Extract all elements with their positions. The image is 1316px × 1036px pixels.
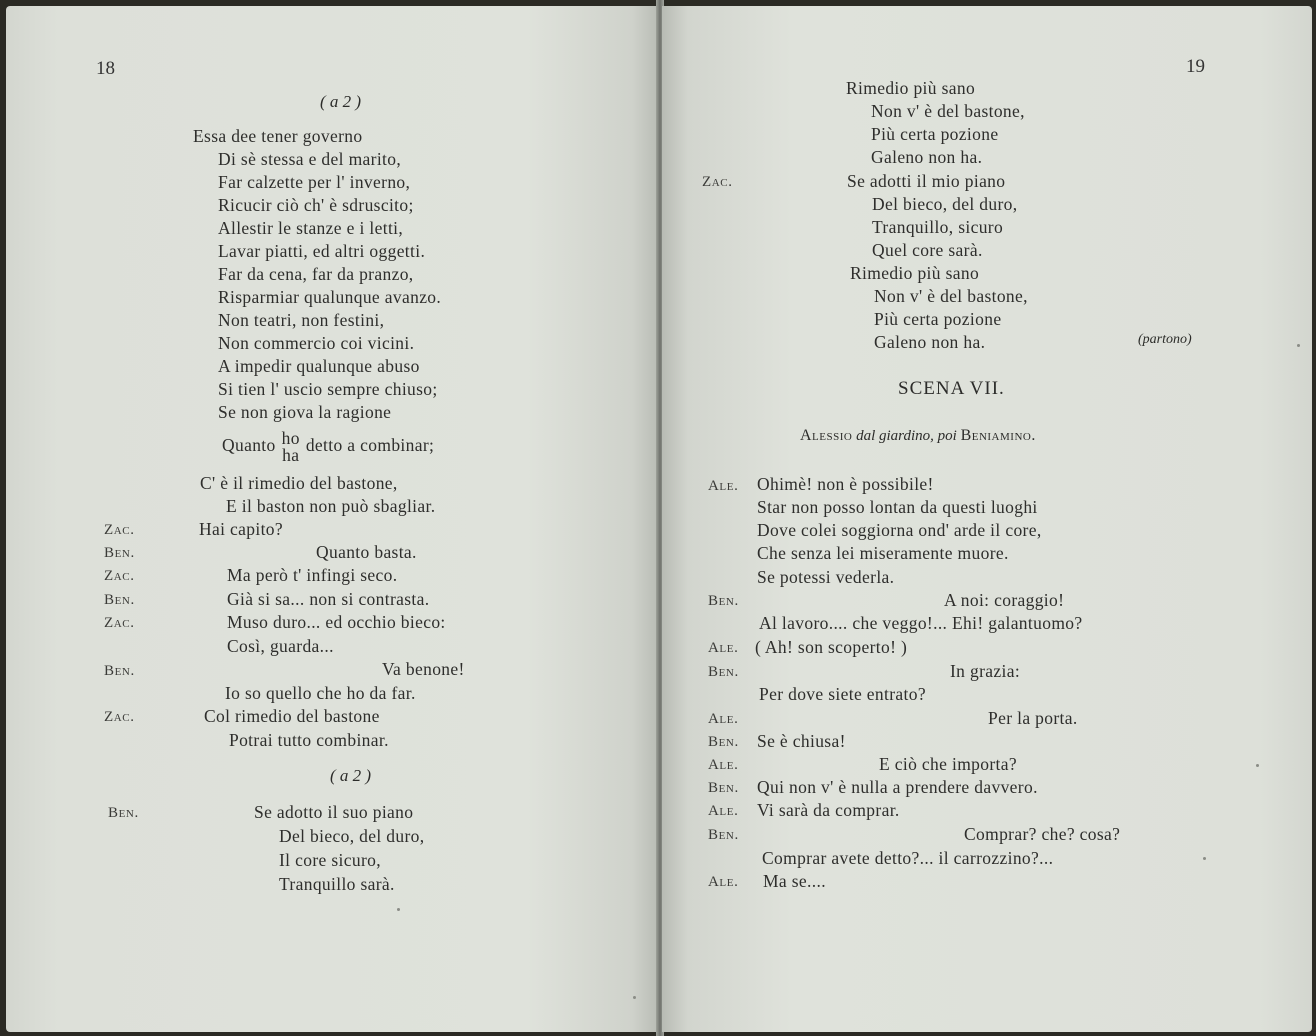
dialogue-line: ( Ah! son scoperto! ) (755, 637, 908, 657)
verse-line: Far calzette per l' inverno, (218, 172, 411, 192)
verse-line: Più certa pozione (871, 124, 999, 144)
verse-line: A impedir qualunque abuso (218, 356, 420, 376)
verse-line: Rimedio più sano (846, 78, 976, 98)
dialogue-line: Se potessi vederla. (757, 567, 895, 587)
dialogue-line: Al lavoro.... che veggo!... Ehi! galantuomo? (759, 613, 1083, 633)
dialogue-line: Comprar? che? cosa? (964, 824, 1121, 844)
right-page (662, 6, 1312, 1032)
speaker-label: Zac. (702, 174, 733, 190)
a-due-heading: ( a 2 ) (320, 92, 362, 111)
verse-line: Si tien l' uscio sempre chiuso; (218, 379, 438, 399)
verse-line: Non teatri, non festini, (218, 310, 385, 330)
verse-line: Quel core sarà. (872, 240, 983, 260)
speaker-label: Ale. (708, 478, 739, 494)
a-due-heading: ( a 2 ) (330, 766, 372, 785)
verse-line: Ricucir ciò ch' è sdruscito; (218, 195, 414, 215)
stack-bottom: ha (282, 445, 300, 465)
ho-ha-stack (282, 430, 300, 464)
paper-speck (1297, 344, 1300, 347)
speaker-label: Ben. (708, 827, 739, 843)
speaker-label: Ben. (108, 805, 139, 821)
verse-line: Rimedio più sano (850, 263, 980, 283)
verse-line: Se adotti il mio piano (847, 171, 1006, 191)
verse-line: Lavar piatti, ed altri oggetti. (218, 241, 426, 261)
dramatis-line (800, 427, 1036, 445)
verse-line: Del bieco, del duro, (872, 194, 1018, 214)
verse-line: Del bieco, del duro, (279, 826, 425, 846)
quanto-word: Quanto (222, 435, 276, 456)
character-name: Beniamino. (960, 427, 1036, 444)
quanto-rest: detto a combinar; (305, 435, 435, 456)
speaker-label: Ben. (708, 664, 739, 680)
left-page (6, 6, 658, 1032)
stage-note: dal giardino, (856, 428, 934, 444)
dialogue-line: Hai capito? (199, 519, 284, 539)
speaker-label: Zac. (104, 522, 135, 538)
dialogue-line: Per dove siete entrato? (759, 684, 926, 704)
verse-line: C' è il rimedio del bastone, (200, 473, 398, 493)
page-number: 18 (96, 58, 115, 79)
verse-line: E il baston non può sbagliar. (226, 496, 436, 516)
dialogue-line: E ciò che importa? (879, 754, 1017, 774)
speaker-label: Ben. (104, 663, 135, 679)
verse-line: Non commercio coi vicini. (218, 333, 415, 353)
dialogue-line: Per la porta. (988, 708, 1078, 728)
dialogue-line: Potrai tutto combinar. (229, 730, 389, 750)
verse-line: Far da cena, far da pranzo, (218, 264, 414, 284)
verse-line: Non v' è del bastone, (874, 286, 1028, 306)
speaker-label: Zac. (104, 615, 135, 631)
dialogue-line: Quanto basta. (316, 542, 417, 562)
stage-direction: (partono) (1138, 332, 1192, 347)
speaker-label: Ale. (708, 711, 739, 727)
dialogue-line: Col rimedio del bastone (204, 706, 380, 726)
speaker-label: Ben. (104, 592, 135, 608)
paper-speck (1203, 857, 1206, 860)
verse-line: Galeno non ha. (874, 332, 986, 352)
paper-speck (397, 908, 400, 911)
speaker-label: Ben. (708, 734, 739, 750)
page-number: 19 (1186, 56, 1205, 77)
dialogue-line: Comprar avete detto?... il carrozzino?... (762, 848, 1054, 868)
verse-line: Risparmiar qualunque avanzo. (218, 287, 442, 307)
dialogue-line: Così, guarda... (227, 636, 334, 656)
verse-line: Galeno non ha. (871, 147, 983, 167)
speaker-label: Ale. (708, 874, 739, 890)
dialogue-line: Ma se.... (763, 871, 826, 891)
dialogue-line: Dove colei soggiorna ond' arde il core, (757, 520, 1042, 540)
paper-speck (1256, 764, 1259, 767)
verse-line: Allestir le stanze e i letti, (218, 218, 404, 238)
dialogue-line: Ma però t' infingi seco. (227, 565, 398, 585)
verse-line: Se adotto il suo piano (254, 802, 414, 822)
verse-line: Se non giova la ragione (218, 402, 392, 422)
speaker-label: Ale. (708, 640, 739, 656)
dialogue-line: Muso duro... ed occhio bieco: (227, 612, 446, 632)
stack-top: ho (281, 428, 300, 448)
speaker-label: Ben. (708, 593, 739, 609)
verse-line: Di sè stessa e del marito, (218, 149, 402, 169)
dialogue-line: Qui non v' è nulla a prendere davvero. (757, 777, 1038, 797)
verse-line: Più certa pozione (874, 309, 1002, 329)
dialogue-line: Ohimè! non è possibile! (757, 474, 934, 494)
dialogue-line: Io so quello che ho da far. (225, 683, 416, 703)
scene-title: SCENA VII. (898, 378, 1005, 399)
dialogue-line: Già si sa... non si contrasta. (227, 589, 430, 609)
dialogue-line: In grazia: (950, 661, 1021, 681)
dialogue-line: Se è chiusa! (757, 731, 846, 751)
speaker-label: Ben. (104, 545, 135, 561)
speaker-label: Zac. (104, 568, 135, 584)
dialogue-line: Vi sarà da comprar. (757, 800, 900, 820)
dialogue-line: Va benone! (382, 659, 465, 679)
verse-line: Essa dee tener governo (193, 126, 363, 146)
speaker-label: Ale. (708, 803, 739, 819)
speaker-label: Zac. (104, 709, 135, 725)
verse-line: Tranquillo sarà. (279, 874, 395, 894)
verse-line: Tranquillo, sicuro (872, 217, 1004, 237)
paper-speck (633, 996, 636, 999)
verse-line: Non v' è del bastone, (871, 101, 1025, 121)
dialogue-line: Star non posso lontan da questi luoghi (757, 497, 1038, 517)
character-name: Alessio (800, 427, 853, 444)
verse-line: Il core sicuro, (279, 850, 381, 870)
dialogue-line: Che senza lei miseramente muore. (757, 543, 1009, 563)
speaker-label: Ale. (708, 757, 739, 773)
dialogue-line: A noi: coraggio! (944, 590, 1065, 610)
stage-note: poi (937, 428, 957, 444)
quanto-line (222, 430, 434, 464)
speaker-label: Ben. (708, 780, 739, 796)
